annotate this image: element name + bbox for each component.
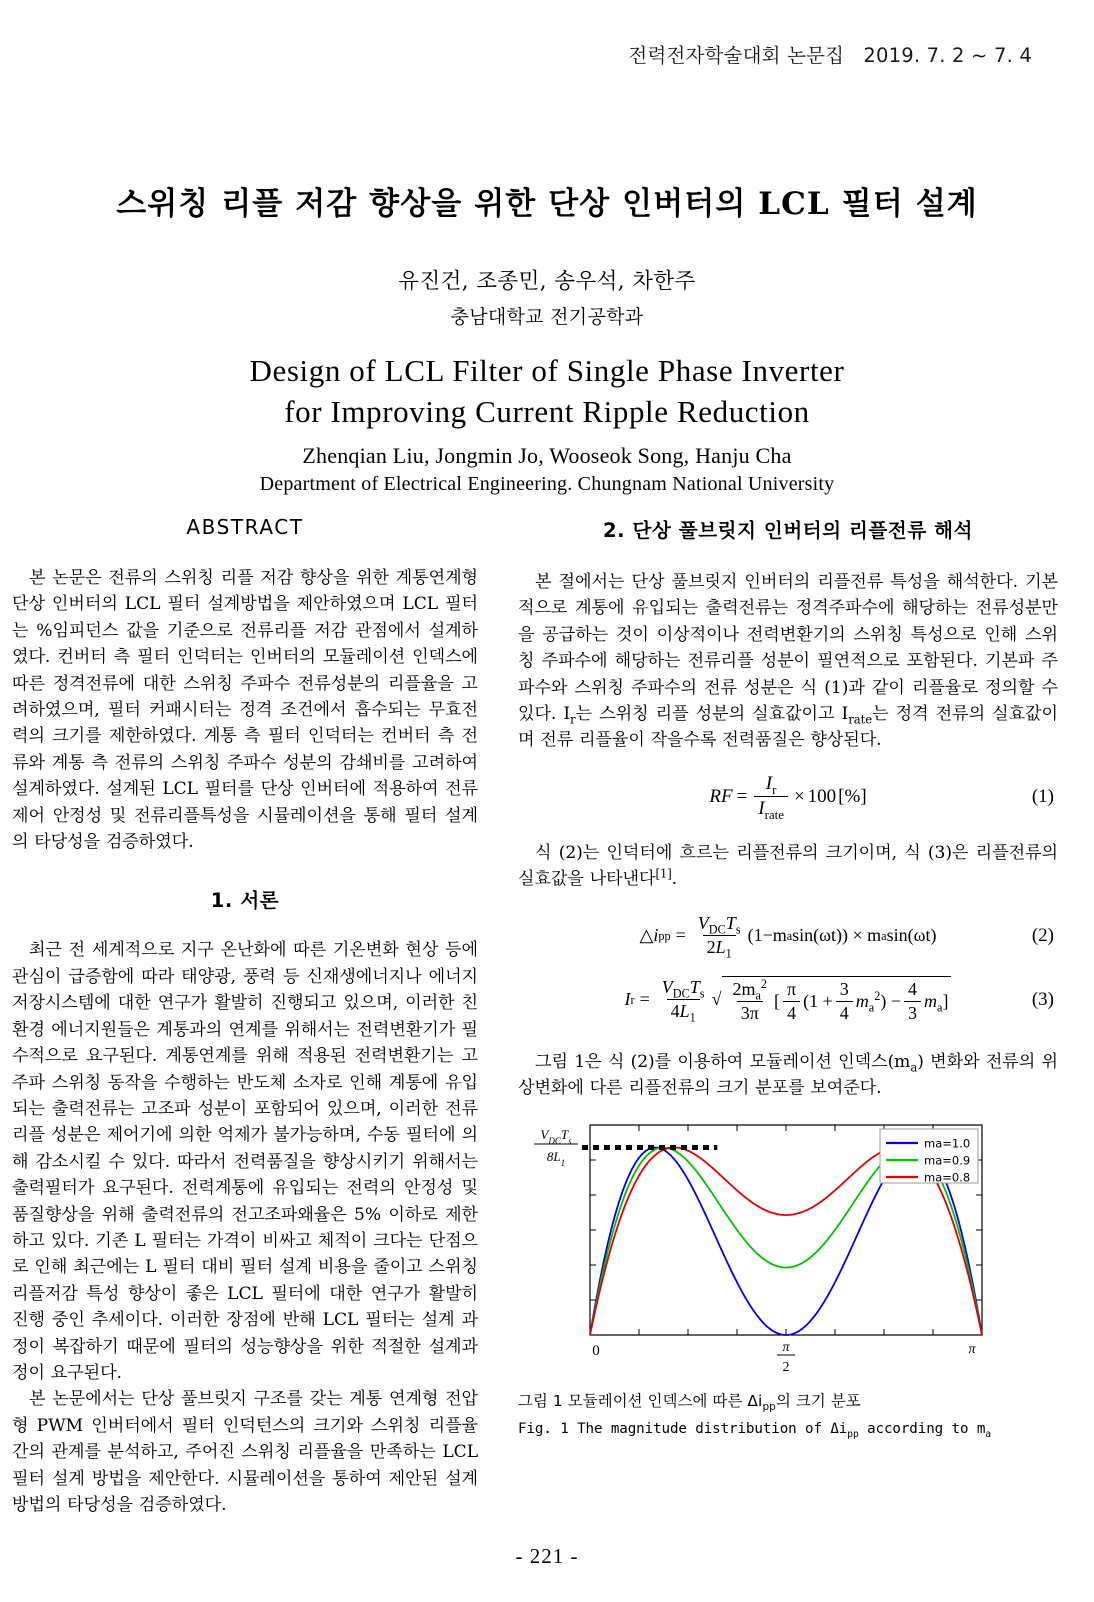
eq3-m-sq: m [855, 990, 869, 1011]
eq3-inner-num [728, 976, 771, 1003]
eq3-radicand [722, 976, 951, 1024]
eq1-den-sub: rate [764, 807, 784, 823]
section-2-heading: 2. 단상 풀브릿지 인버터의 리플전류 해석 [602, 519, 974, 542]
eq2-den-l: L [715, 937, 726, 958]
eq2-num-t: T [725, 913, 736, 934]
eq3-num-t: T [689, 977, 700, 998]
abstract-heading: ABSTRACT [186, 515, 304, 539]
intro-paragraph-2: 본 논문에서는 단상 풀브릿지 구조를 갖는 계통 연계형 전압형 PWM 인버터에서 필터 인덕턴스의 크기와 스위칭 리플율 간의 관계를 분석하고, 주어진 스위칭 리플율을 만족하는 LCL 필터 설계 방법을 제안한다. 시뮬레이션을 통하여 제안된 설계 방법의 타당성을 검증하였다. [12, 1389, 478, 1515]
eq3-four-thirds [904, 979, 921, 1024]
english-title [0, 351, 1094, 433]
chart-ylabel [534, 1127, 578, 1168]
korean-authors: 유진건, 조종민, 송우석, 차한주 [398, 269, 696, 295]
eq2-equals: = [675, 925, 686, 946]
eq2-delta: △ [639, 925, 654, 946]
eq3-m-last: m [924, 990, 937, 1011]
right-column [518, 515, 1058, 1439]
abstract-paragraph: 본 논문은 전류의 스위칭 리플 저감 향상을 위한 계통연계형 단상 인버터의 LCL 필터 설계방법을 제안하였으며 LCL 필터는 %임피던스 값을 기준으로 전류리플 저감 관점에서 설계하였다. 컨버터 측 필터 인덕터는 인버터의 모듈레이션 인덱스에 따른 정격전류에 대한 스위칭 주파수 전류성분의 리플율을 고려하였으며, 필터 커패시터는 정격 조건에서 흡수되는 무효전력의 크기를 제한하였다. 계통 측 필터 인덕터는 컨버터 측 전류와 계통 측 전류의 스위칭 주파수 성분의 감쇄비를 고려하여 설계하였다. 설계된 LCL 필터를 단상 인버터에 적용하여 전류제어 안정성 및 전류리플특성을 시뮬레이션을 통해 필터 설계의 타당성을 검증하였다. [12, 568, 478, 853]
s2p3-part2: ) 변화와 전류의 위상변화에 다른 리플전류의 크기 분포를 보여준다. [518, 1051, 1058, 1099]
eq3-m-last-group [924, 990, 943, 1015]
eq3-three-fourths [836, 979, 853, 1024]
figure-1 [518, 1117, 1058, 1439]
english-affiliation: Department of Electrical Engineering. Chungnam National University [259, 473, 835, 495]
s2p3-sub-a: a [910, 1060, 918, 1075]
s2p3-part1: 그림 1은 식 (2)를 이용하여 모듈레이션 인덱스(m [535, 1051, 911, 1072]
eq3-num-v: V [661, 977, 673, 998]
intro-paragraph-1: 최근 전 세계적으로 지구 온난화에 따른 기온변화 현상 등에 관심이 급증함에 따라 태양광, 풍력 등 신재생에너지나 에너지저장시스템에 대한 연구가 활발히 진행되고 있으며, 이러한 친환경 에너지원들은 계통과의 연계를 위해서는 전력변환기가 필수적으로 요구된다. 계통연계를 위해 적용된 전력변환기는 고주파 스위칭 동작을 수행하는 반도체 소자로 인해 계통에 유입되는 출력전류는 고조파 성분이 포함되어 있으며, 이러한 전류리플 성분은 제어기에 의한 억제가 불가능하며, 수동 필터에 의해 감소시킬 수 있다. 따라서 전력품질을 향상시키기 위해서는 출력필터가 요구된다. 전력계통에 유입되는 전력의 안정성 및 품질향상을 위해 출력전류의 전고조파왜율은 5% 이하로 제한하고 있다. 기존 L 필터는 가격이 비싸고 체적이 크다는 단점으로 인해 최근에는 L 필터 대비 필터 설계 비용을 줄이고 스위칭 리플저감 특성 향상이 좋은 LCL 필터에 대한 연구가 활발히 진행 중인 추세이다. 이러한 장점에 반해 LCL 필터는 설계 과정이 복잡하기 때문에 필터의 성능향상을 위한 적절한 설계과정이 요구된다. [12, 940, 478, 1383]
s2p2-ref: [1] [655, 866, 672, 881]
eq3-sqrt [712, 976, 952, 1024]
eq1-unit: [%] [838, 785, 867, 807]
eq2-body-end: sin(ωt) [886, 925, 937, 946]
figure-caption-korean [518, 1390, 1058, 1412]
english-title-line-1: Design of LCL Filter of Single Phase Inverter [249, 353, 845, 389]
eq1-lhs: RF [709, 785, 733, 807]
eq3-equals: = [639, 989, 650, 1010]
eq3-inner-open: (1 + [803, 990, 833, 1011]
ylabel-denominator: $8L_1$ [546, 1149, 566, 1169]
eq2-num-v: V [697, 913, 709, 934]
eq3-num-v-sub: DC [672, 986, 690, 1001]
xtick-label-0: 0 [592, 1343, 600, 1360]
eq3-m-sq-group [855, 988, 881, 1015]
section-2-paragraph-1 [518, 569, 1058, 754]
s2p1-part3: 는 정격 전류의 실효값이며 전류 리플율이 작을수록 전력품질은 향상된다. [518, 704, 1058, 751]
korean-affiliation: 충남대학교 전기공학과 [450, 306, 644, 329]
eq1-fraction [754, 773, 788, 823]
s2p1-sub-rate: rate [848, 712, 873, 727]
eq3-num-t-sub: s [699, 986, 705, 1001]
radical-icon: √ [711, 989, 722, 1010]
equation-2-number: (2) [1031, 924, 1054, 946]
title-block [0, 186, 1094, 496]
legend-label-1: ma=0.9 [924, 1153, 971, 1168]
s2p2-part1: 식 (2)는 인덕터에 흐르는 리플전류의 크기이며, 식 (3)은 리플전류의 실효값을 나타낸다 [518, 842, 1058, 890]
section-2-paragraph-2 [518, 840, 1058, 893]
s2p1-part1: 본 절에서는 단상 풀브릿지 인버터의 리플전류 특성을 해석한다. 기본적으로 계통에 유입되는 출력전류는 정격주파수에 해당하는 전류성분만을 공급하는 것이 이상적이나 전력변환기의 스위칭 특성으로 인해 스위칭 주파수에 해당하는 전류리플 성분이 필연적으로 포함된다. 기본파 주파수와 스위칭 주파수의 전류 성분은 식 (1)과 같이 리플율로 정의할 수 있다. I [518, 572, 1058, 725]
eq3-inner-den: 3π [737, 1001, 763, 1024]
eq3-inner-close: ) − [880, 990, 901, 1011]
eq3-coeff-den [667, 999, 700, 1025]
eq1-num-i: I [765, 773, 773, 795]
equation-3-number: (3) [1031, 988, 1054, 1010]
xtick-label-mid-numerator: π [782, 1340, 790, 1356]
english-title-line-2: for Improving Current Ripple Reduction [284, 394, 810, 430]
figure-caption-english [518, 1419, 1058, 1440]
chart-xticklabels [592, 1340, 976, 1375]
section-2-paragraph-3 [518, 1049, 1058, 1102]
running-head: 전력전자학술대회 논문집 2019. 7. 2 ~ 7. 4 [628, 44, 1032, 67]
eq1-denominator [754, 796, 788, 823]
eq1-equals: = [736, 785, 748, 807]
eq3-lhs: I [624, 989, 631, 1010]
eq3-m-last-sub: a [937, 1000, 943, 1015]
korean-title: 스위칭 리플 저감 향상을 위한 단상 인버터의 LCL 필터 설계 [116, 186, 978, 222]
chart-legend [880, 1129, 978, 1185]
eq1-numerator [762, 773, 781, 796]
eq2-den-2: 2 [706, 937, 716, 958]
eq3-bracket-open: [ [774, 990, 781, 1011]
eq3-43-den: 3 [904, 1001, 921, 1024]
legend-label-0: ma=1.0 [924, 1136, 971, 1151]
xtick-label-pi: π [968, 1342, 976, 1358]
s2p1-sub-r: r [570, 712, 576, 727]
eq2-num-t-sub: s [735, 922, 741, 937]
s2p1-part2: 는 스위칭 리플 성분의 실효값이고 I [575, 704, 849, 725]
figcap-en-pre: Fig. 1 The magnitude distribution of Δi [518, 1420, 848, 1437]
equation-2: △ i pp = $\frac{V_{DC}T_s}{2L_1}$ (1−m a sin(ωt)) × m a sin(ωt) (2) [639, 913, 1054, 961]
eq1-hundred: 100 [807, 785, 837, 807]
figcap-kr-pre: 그림 1 모듈레이션 인덱스에 따른 Δi [518, 1392, 763, 1411]
legend-label-2: ma=0.8 [924, 1170, 971, 1185]
eq1-times: × [793, 785, 805, 807]
eq3-den-l: L [679, 1001, 690, 1022]
eq2-fraction [694, 913, 745, 961]
eq2-body-mid: sin(ωt)) × m [792, 925, 882, 946]
equation-1 [518, 766, 1058, 828]
eq3-den-4: 4 [670, 1001, 680, 1022]
eq3-rad-num-sub: a [755, 988, 761, 1003]
eq3-pi-den: 4 [783, 1001, 800, 1024]
xtick-label-mid-denominator: 2 [782, 1360, 790, 1376]
eq2-den-l-sub: 1 [725, 946, 732, 961]
left-column [12, 515, 478, 1518]
eq3-rad-num-sup: 2 [760, 976, 768, 991]
figcap-kr-sub: pp [762, 1401, 776, 1414]
eq2-denominator [703, 935, 736, 961]
eq3-rad-num: 2m [732, 978, 756, 999]
eq1-num-sub: r [772, 782, 777, 798]
eq3-inner-fraction [728, 976, 771, 1024]
eq3-pi-over-4 [783, 979, 800, 1024]
eq3-coeff-num [658, 977, 709, 999]
eq2-numerator [694, 913, 745, 935]
english-authors: Zhenqian Liu, Jongmin Jo, Wooseok Song, Hanju Cha [302, 443, 792, 468]
figcap-kr-post: 의 크기 분포 [775, 1392, 861, 1411]
ylabel-numerator: $V_{DC}T_s$ [540, 1127, 572, 1147]
equation-3: I r = $\frac{V_{DC}T_s}{4L_1}$ √ $\frac{2m_a^2}{3\pi}$ [ $\frac{\pi}{4}$ (1 + $\frac{3}{4}$ $m_a^2$ ) − $\frac{4}{3}$ $m_a$ ] (3) [624, 976, 1054, 1025]
section-1-heading: 1. 서론 [210, 889, 280, 913]
eq2-body-1: (1−m [747, 925, 787, 946]
figcap-en-mid: according to m [858, 1420, 986, 1437]
eq3-34-den: 4 [836, 1001, 853, 1024]
equation-1-number: (1) [1031, 785, 1054, 807]
eq3-bracket-close: ] [942, 990, 949, 1011]
figcap-en-sub: pp [847, 1428, 859, 1440]
eq3-43-num: 4 [908, 978, 917, 999]
eq3-m-sq-sub: a [868, 1000, 875, 1015]
eq3-pi-num: π [787, 978, 797, 999]
s2p2-part2: . [671, 869, 678, 890]
eq3-fraction-coeff [658, 977, 709, 1025]
eq2-num-v-sub: DC [708, 922, 726, 937]
eq1-den-i: I [758, 798, 765, 820]
ripple-current-chart [518, 1117, 1058, 1379]
eq2-i: i [653, 925, 659, 946]
eq3-m-sq-sup: 2 [874, 988, 881, 1003]
eq3-34-num: 3 [839, 978, 849, 999]
eq3-den-l-sub: 1 [689, 1010, 696, 1025]
page-number: - 221 - [515, 1544, 579, 1568]
figcap-en-sub2: a [985, 1428, 991, 1440]
